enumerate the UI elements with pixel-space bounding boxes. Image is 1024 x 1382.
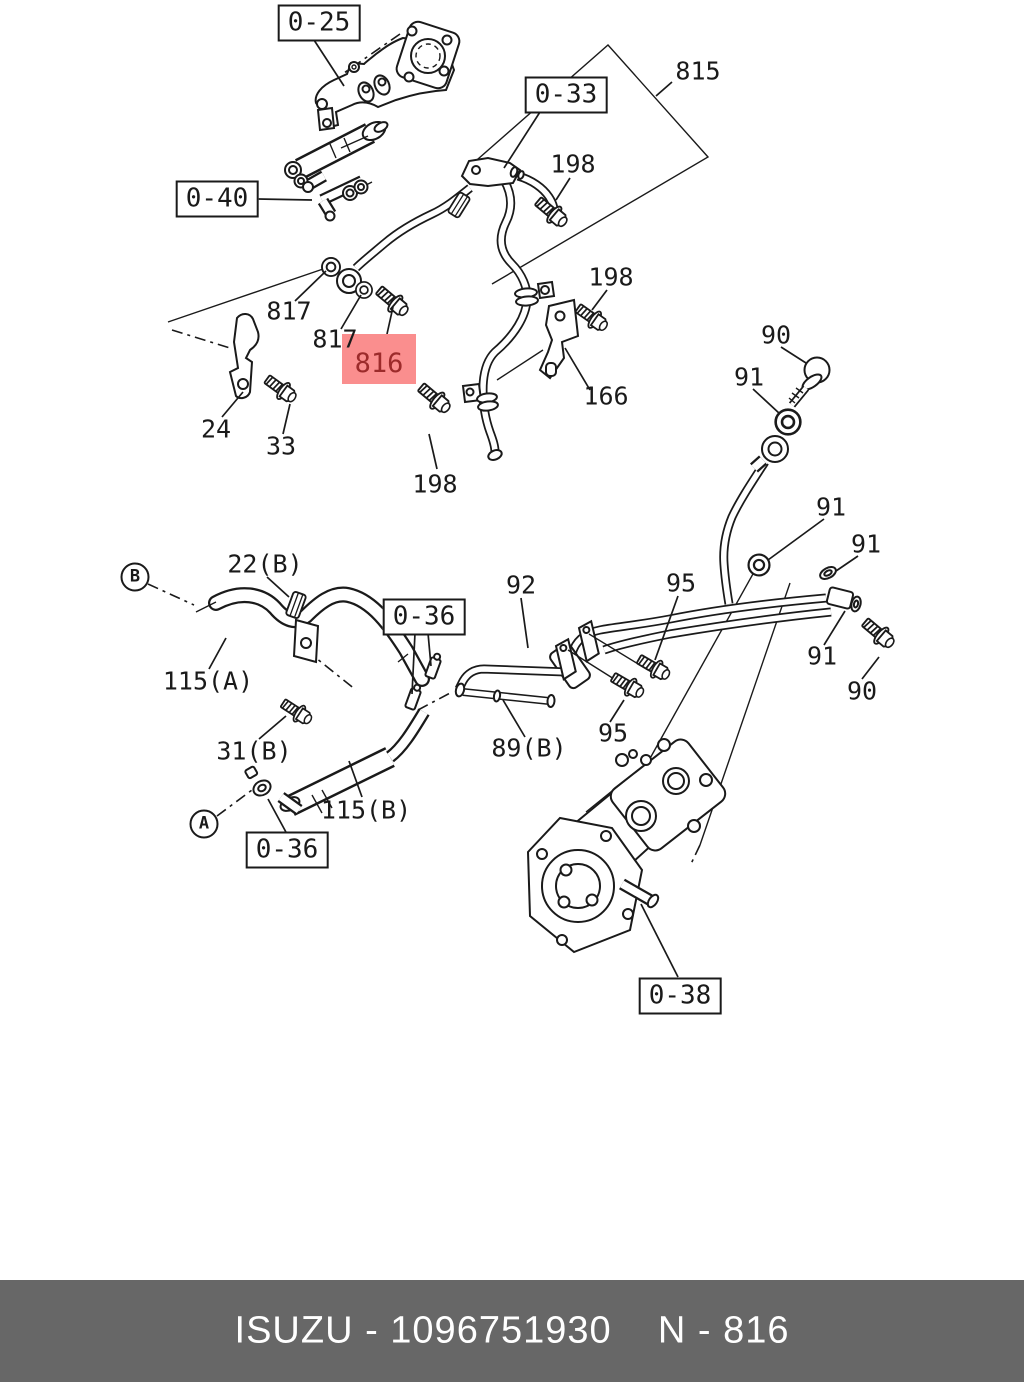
part-label-815: 815 — [675, 56, 721, 86]
part-label-95-a: 95 — [665, 568, 697, 598]
part-label-91-d: 91 — [806, 641, 838, 671]
part-label-198-a: 198 — [550, 149, 596, 179]
part-label-198-b: 198 — [588, 262, 634, 292]
ref-box-0-25: 0-25 — [278, 5, 361, 42]
ref-box-0-33: 0-33 — [525, 77, 608, 114]
footer-bar — [0, 1280, 1024, 1382]
twin-pipes — [454, 587, 862, 707]
ref-box-0-38: 0-38 — [639, 978, 722, 1015]
part-label-91-c: 91 — [850, 529, 882, 559]
part-label-817-b: 817 — [312, 324, 358, 354]
part-label-166: 166 — [583, 381, 629, 411]
part-label-90-b: 90 — [846, 676, 878, 706]
air-compressor — [528, 736, 729, 952]
part-label-24: 24 — [200, 414, 232, 444]
part-label-90-a: 90 — [760, 320, 792, 350]
part-label-92: 92 — [505, 570, 537, 600]
part-label-89-b: 89(B) — [491, 733, 567, 763]
part-label-91-b: 91 — [815, 492, 847, 522]
footer-part-reference: ISUZU - 1096751930 N - 816 — [234, 1309, 790, 1352]
view-marker-a: A — [190, 810, 219, 839]
part-label-91-a: 91 — [733, 362, 765, 392]
part-label-115-b: 115(B) — [320, 795, 412, 825]
part-label-22-b: 22(B) — [227, 549, 303, 579]
right-oil-pipe — [724, 358, 838, 605]
part-label-198-c: 198 — [412, 469, 458, 499]
part-label-31-b: 31(B) — [216, 736, 292, 766]
ref-box-0-36-upper: 0-36 — [383, 599, 466, 636]
view-marker-b: B — [121, 563, 150, 592]
bracket-166 — [540, 300, 578, 378]
part-label-817-a: 817 — [266, 296, 312, 326]
ref-box-0-36-lower: 0-36 — [246, 832, 329, 869]
part-label-33: 33 — [265, 431, 297, 461]
part-label-95-b: 95 — [597, 718, 629, 748]
highlighted-part-816: 816 — [342, 334, 416, 384]
ref-box-0-40: 0-40 — [176, 181, 259, 218]
oil-pipe-assembly — [322, 158, 561, 462]
bracket-24 — [230, 314, 259, 398]
part-label-115-a: 115(A) — [162, 666, 254, 696]
fuel-rail — [285, 118, 389, 220]
